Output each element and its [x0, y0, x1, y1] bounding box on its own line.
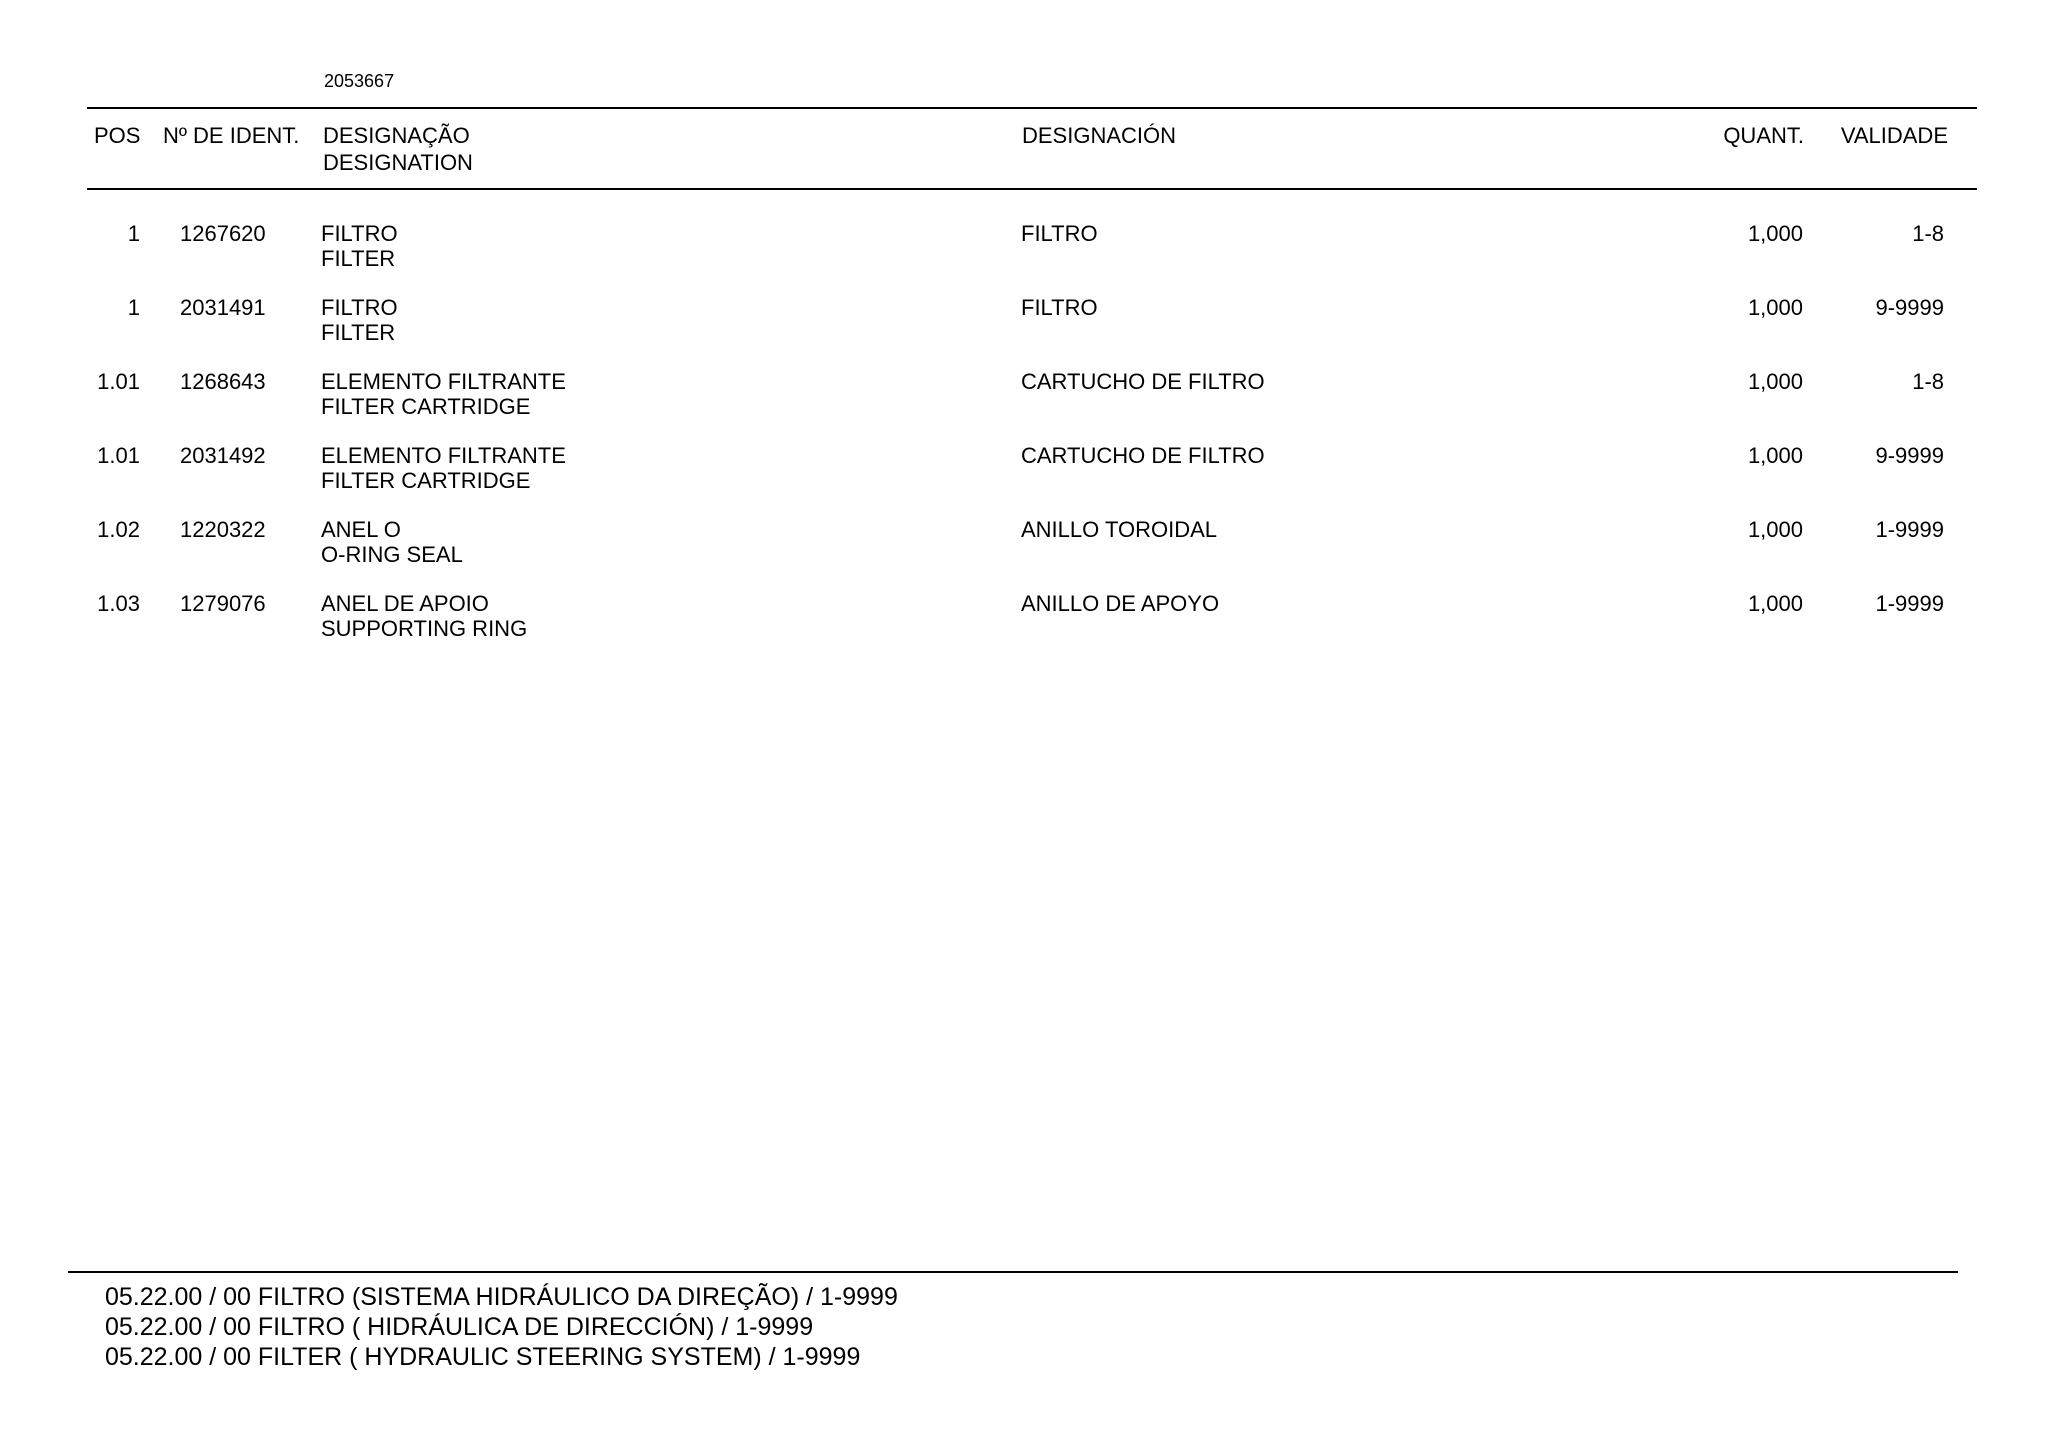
row-designation-es: FILTRO — [1021, 295, 1098, 320]
table-row — [0, 443, 2048, 517]
header-quant: QUANT. — [1723, 123, 1804, 148]
footer-line-pt: 05.22.00 / 00 FILTRO (SISTEMA HIDRÁULICO DA DIREÇÃO) / 1-9999 — [105, 1283, 898, 1311]
header-ident: Nº DE IDENT. — [163, 123, 300, 148]
table-row — [0, 221, 2048, 295]
row-ident: 1268643 — [180, 369, 266, 394]
row-designation-es: CARTUCHO DE FILTRO — [1021, 443, 1265, 468]
row-designation-en: FILTER CARTRIDGE — [321, 394, 531, 419]
row-validade: 1-8 — [1912, 221, 1944, 246]
row-designation-es: ANILLO TOROIDAL — [1021, 517, 1218, 542]
row-ident: 1279076 — [180, 591, 266, 616]
row-designation-en: O-RING SEAL — [321, 542, 463, 567]
row-quant: 1,000 — [1747, 517, 1803, 542]
row-ident: 1220322 — [180, 517, 266, 542]
row-pos: 1.01 — [97, 369, 140, 394]
row-designation-en: FILTER — [321, 246, 396, 271]
row-pos: 1.03 — [97, 591, 140, 616]
row-designation-pt: ANEL DE APOIO — [321, 591, 489, 616]
header-validade: VALIDADE — [1840, 123, 1948, 148]
row-designation-pt: ELEMENTO FILTRANTE — [321, 443, 566, 468]
row-pos: 1 — [127, 295, 140, 320]
table-header-divider — [87, 188, 1977, 190]
row-ident: 2031492 — [180, 443, 266, 468]
row-validade: 9-9999 — [1875, 443, 1944, 468]
row-designation — [321, 295, 398, 345]
row-designation — [321, 443, 566, 493]
document-number: 2053667 — [324, 71, 395, 91]
row-ident: 2031491 — [180, 295, 266, 320]
footer-line-es: 05.22.00 / 00 FILTRO ( HIDRÁULICA DE DIRECCIÓN) / 1-9999 — [105, 1313, 814, 1341]
row-designation-pt: ANEL O — [321, 517, 401, 542]
header-designacion: DESIGNACIÓN — [1022, 123, 1177, 148]
row-designation — [321, 221, 398, 271]
table-row — [0, 295, 2048, 369]
row-pos: 1.02 — [97, 517, 140, 542]
footer-divider — [68, 1271, 1958, 1273]
table-top-divider — [87, 107, 1977, 109]
row-designation-pt: FILTRO — [321, 295, 398, 320]
row-quant: 1,000 — [1747, 443, 1803, 468]
row-validade: 1-8 — [1912, 369, 1944, 394]
row-designation-en: FILTER CARTRIDGE — [321, 468, 531, 493]
header-designacao: DESIGNAÇÃO — [323, 123, 470, 148]
row-designation-es: CARTUCHO DE FILTRO — [1021, 369, 1265, 394]
row-quant: 1,000 — [1747, 369, 1803, 394]
table-row — [0, 591, 2048, 665]
row-designation-es: ANILLO DE APOYO — [1021, 591, 1220, 616]
row-designation-pt: ELEMENTO FILTRANTE — [321, 369, 566, 394]
parts-table-body — [0, 221, 2048, 665]
row-designation — [321, 591, 527, 641]
header-designation-en: DESIGNATION — [323, 150, 473, 175]
row-pos: 1.01 — [97, 443, 140, 468]
row-validade: 9-9999 — [1875, 295, 1944, 320]
row-quant: 1,000 — [1747, 221, 1803, 246]
row-designation — [321, 369, 566, 419]
row-designation-en: SUPPORTING RING — [321, 616, 528, 641]
footer-assembly-info — [105, 1282, 898, 1372]
header-designation — [323, 122, 473, 176]
row-designation — [321, 517, 463, 567]
table-row — [0, 517, 2048, 591]
table-row — [0, 369, 2048, 443]
row-quant: 1,000 — [1747, 591, 1803, 616]
row-designation-es: FILTRO — [1021, 221, 1098, 246]
row-ident: 1267620 — [180, 221, 266, 246]
row-validade: 1-9999 — [1875, 517, 1944, 542]
row-quant: 1,000 — [1747, 295, 1803, 320]
row-validade: 1-9999 — [1875, 591, 1944, 616]
row-designation-en: FILTER — [321, 320, 396, 345]
footer-line-en: 05.22.00 / 00 FILTER ( HYDRAULIC STEERING SYSTEM) / 1-9999 — [105, 1343, 861, 1371]
row-designation-pt: FILTRO — [321, 221, 398, 246]
row-pos: 1 — [127, 221, 140, 246]
header-pos: POS — [94, 123, 141, 148]
